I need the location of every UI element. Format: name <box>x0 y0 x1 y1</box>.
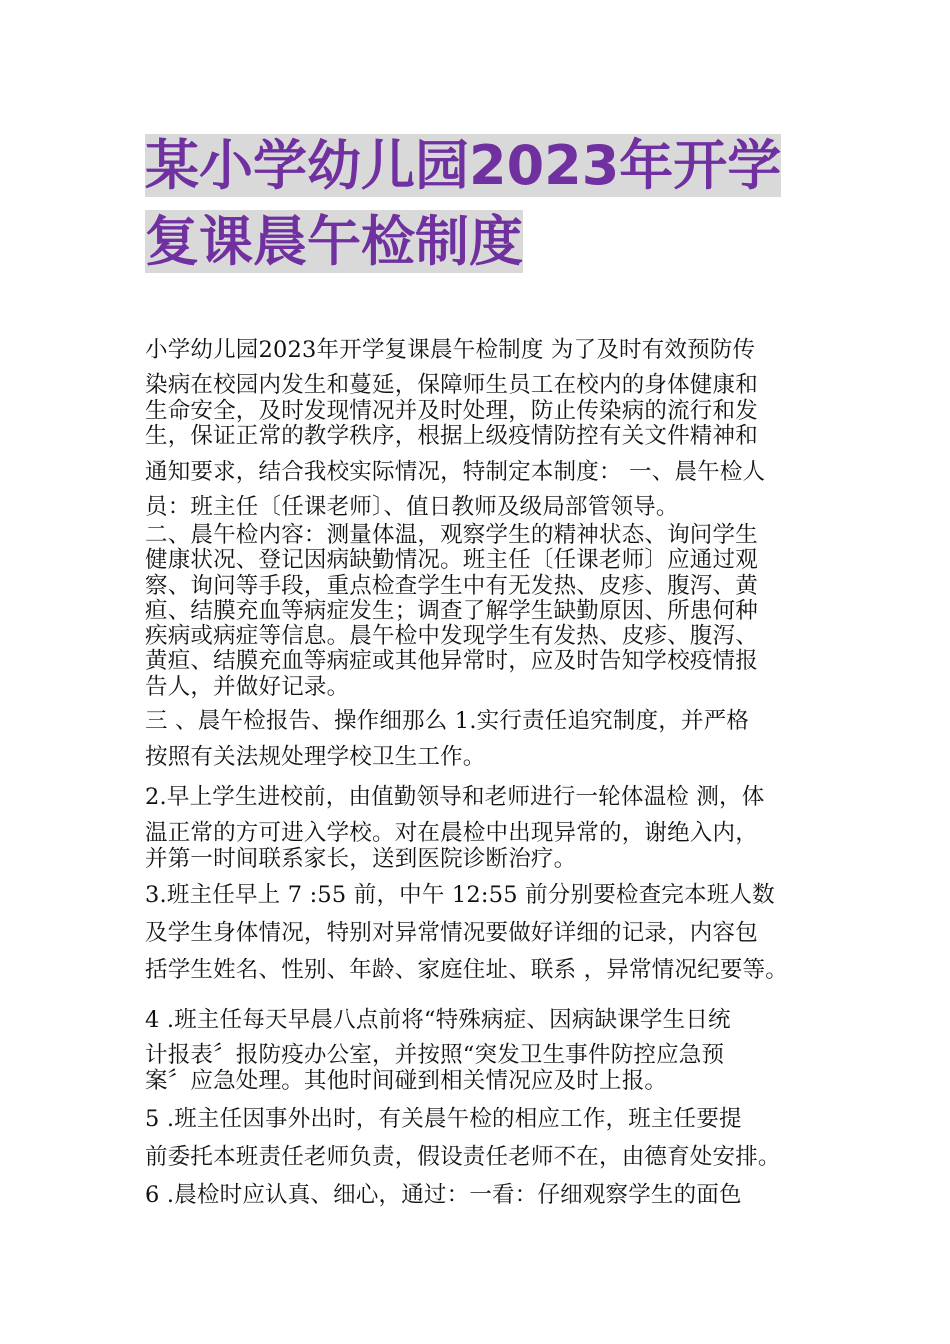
body-line: 通知要求，结合我校实际情况，特制定本制度： 一、晨午检人 <box>145 459 766 485</box>
body-line: 二、晨午检内容：测量体温，观察学生的精神状态、询问学生 <box>145 522 758 548</box>
body-line: 员：班主任〔任课老师〕、值日教师及级局部管领导。 <box>145 494 679 520</box>
body-line: 前委托本班责任老师负责，假设责任老师不在，由德育处安排。 <box>145 1144 781 1170</box>
body-line: 健康状况、登记因病缺勤情况。班主任〔任课老师〕应通过观 <box>145 547 758 573</box>
body-line: 三 、晨午检报告、操作细那么 1.实行责任追究制度，并严格 <box>145 708 750 734</box>
body-line: 告人，并做好记录。 <box>145 674 350 700</box>
body-line: 染病在校园内发生和蔓延，保障师生员工在校内的身体健康和 <box>145 372 758 398</box>
body-line: 2.早上学生进校前，由值勤领导和老师进行一轮体温检 测，体 <box>145 784 765 810</box>
body-line: 5 .班主任因事外出时，有关晨午检的相应工作，班主任要提 <box>145 1106 742 1132</box>
body-line: 疾病或病症等信息。晨午检中发现学生有发热、皮疹、腹泻、 <box>145 623 758 649</box>
body-line: 温正常的方可进入学校。对在晨检中出现异常的，谢绝入内， <box>145 820 758 846</box>
body-line: 并第一时间联系家长，送到医院诊断治疗。 <box>145 846 577 872</box>
body-line: 生，保证正常的教学秩序，根据上级疫情防控有关文件精神和 <box>145 423 758 449</box>
document-title <box>145 128 825 280</box>
body-line: 括学生姓名、性别、年龄、家庭住址、联系 ，异常情况纪要等。 <box>145 957 788 983</box>
body-line: 4 .班主任每天早晨八点前将“特殊病症、因病缺课学生日统 <box>145 1007 731 1033</box>
body-line: 按照有关法规处理学校卫生工作。 <box>145 744 486 770</box>
body-line: 计报表〞报防疫办公室，并按照“突发卫生事件防控应急预 <box>145 1042 725 1068</box>
body-line: 6 .晨检时应认真、细心，通过：一看：仔细观察学生的面色 <box>145 1182 742 1208</box>
body-line: 疸、结膜充血等病症发生；调查了解学生缺勤原因、所患何种 <box>145 598 758 624</box>
body-line: 案〞应急处理。其他时间碰到相关情况应及时上报。 <box>145 1068 668 1094</box>
body-line: 生命安全，及时发现情况并及时处理，防止传染病的流行和发 <box>145 398 758 424</box>
body-line: 及学生身体情况，特别对异常情况要做好详细的记录，内容包 <box>145 920 758 946</box>
body-line: 小学幼儿园2023年开学复课晨午检制度 为了及时有效预防传 <box>145 337 756 363</box>
title-line-2: 复课晨午检制度 <box>145 210 523 273</box>
body-line: 黄疸、结膜充血等病症或其他异常时，应及时告知学校疫情报 <box>145 648 758 674</box>
title-line-1: 某小学幼儿园2023年开学 <box>145 134 782 197</box>
body-line: 察、询问等手段，重点检查学生中有无发热、皮疹、腹泻、黄 <box>145 573 758 599</box>
body-line: 3.班主任早上 7 :55 前，中午 12:55 前分别要检查完本班人数 <box>145 882 775 908</box>
